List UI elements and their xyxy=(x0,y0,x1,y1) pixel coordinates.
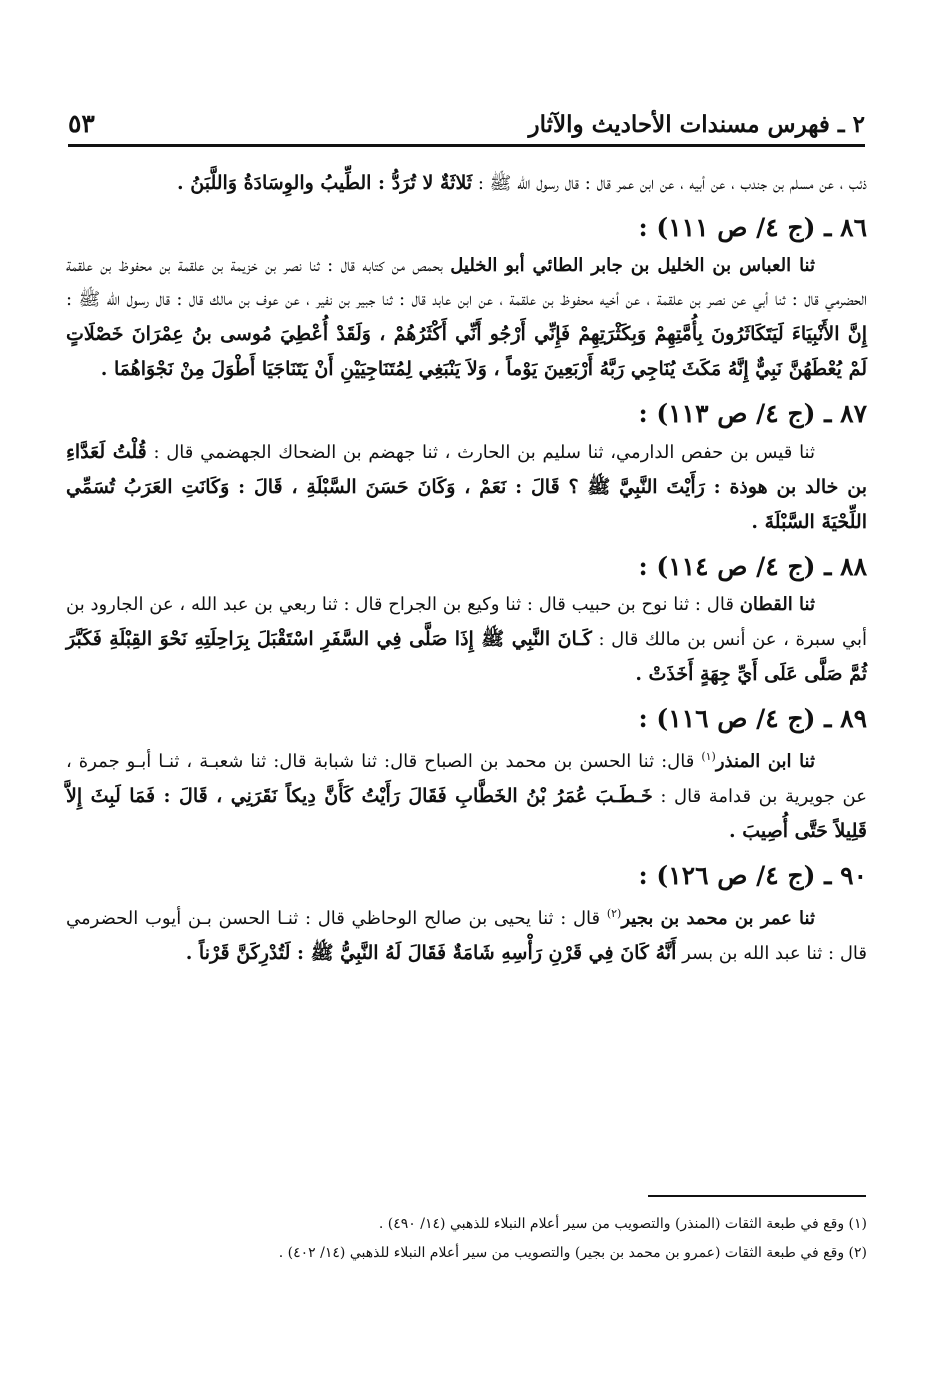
entry-89-text xyxy=(66,740,867,849)
entry-89-quote: خَـطَـبَ عُمَرُ بْنُ الخَطَّابِ فَقَالَ رَأَيْتُ كَأَنَّ دِيكاً نَقَرَنِي ، قَالَ : فَمَا لَبِثَ إِلاَّ قَلِيلاً حَتَّى أُصِيبَ . xyxy=(66,785,867,842)
entry-90-text xyxy=(66,897,867,971)
entry-87-text xyxy=(66,435,867,540)
entry-88-narrator: ثنا القطان xyxy=(739,594,815,615)
entry-86-text xyxy=(66,249,867,387)
footnotes xyxy=(120,1210,867,1268)
running-title: ٢ ـ فهرس مسندات الأحاديث والآثار xyxy=(528,111,865,138)
main-text xyxy=(66,166,867,971)
entry-88-quote: كَـانَ النَّبِي ﷺ إِذَا صَلَّى فِي السَّفَرِ اسْتَقْبَلَ بِرَاحِلَتِهِ نَحْوَ القِبْلَةِ فَكَبَّرَ ثُمَّ صَلَّى عَلَى أَيِّ جِهَةٍ أَخَذَتْ . xyxy=(66,628,867,685)
entry-86-chain: بحمص من كتابه قال : ثنا نصر بن خزيمة بن علقمة بن محفوظ بن علقمة الحضرمي قال : ثنا أبي عن نصر بن علقمة ، عن أخيه محفوظ بن علقمة ، عن ابن عابد قال : ثنا جبير بن نفير ، عن عوف بن مالك قال : قال رسول الله ﷺ : xyxy=(66,255,867,310)
footnote-ref-2[interactable]: (٢) xyxy=(606,907,622,920)
footnote-ref-1[interactable]: (١) xyxy=(701,750,716,763)
entry-90-heading: ٩٠ ـ (ج ٤/ ص ١٢٦) : xyxy=(638,861,867,890)
entry-86-narrator: ثنا العباس بن الخليل بن جابر الطائي أبو الخليل xyxy=(450,255,815,276)
entry-89-heading: ٨٩ ـ (ج ٤/ ص ١١٦) : xyxy=(638,704,867,733)
continuation-quote: ثَلاثَةٌ لا تُرَدُّ : الطِّيبُ والوِسَادَةُ وَاللَّبَنُ . xyxy=(177,172,473,194)
entry-90-quote: أَنَّهُ كَانَ فِي قَرْنِ رَأْسِهِ شَامَةٌ فَقَالَ لَهُ النَّبِيُّ ﷺ : لَتُدْرِكَنَّ قَرْناً . xyxy=(185,942,677,964)
footnote-1: (١) وقع في طبعة الثقات (المنذر) والتصويب من سير أعلام النبلاء للذهبي (١٤/ ٤٩٠) . xyxy=(378,1216,867,1232)
entry-90-narrator: ثنا عمر بن محمد بن بجير xyxy=(621,908,815,929)
entry-86-quote: إِنَّ الأَنْبِيَاءَ لَيَتَكَاثَرُونَ بِأُمَّتِهِمْ وَبِكَثْرَتِهِمْ فَإِنِّي أَرْجُو أَنِّي أَكْثَرُهُمْ ، وَلَقَدْ أُعْطِيَ مُوسى بنُ عِمْرَانَ خَصْلَاتٍ لَمْ يُعْطَهُنَّ نَبِيٌّ إِنَّهُ مَكَثَ يُنَاجِي رَبَّهُ أَرْبَعِينَ يَوْماً ، وَلاَ يَنْبَغِي لِمُتَنَاجِيَيْنِ أَنْ يَتَنَاجَيَا أَطْوَلَ مِنْ نَجْوَاهُمَا . xyxy=(66,323,867,380)
entry-88-heading: ٨٨ ـ (ج ٤/ ص ١١٤) : xyxy=(638,552,867,581)
entry-89-narrator: ثنا ابن المنذر xyxy=(715,751,815,772)
page-header xyxy=(68,96,865,147)
continuation-text: ذئب ، عن مسلم بن جندب ، عن أبيه ، عن ابن عمر قال : قال رسول الله ﷺ : xyxy=(472,173,867,194)
entry-87-heading: ٨٧ ـ (ج ٤/ ص ١١٣) : xyxy=(638,399,867,428)
footnote-divider xyxy=(648,1195,866,1197)
entry-86-heading: ٨٦ ـ (ج ٤/ ص ١١١) : xyxy=(638,213,867,242)
entry-87-chain: ثنا قيس بن حفص الدارمي، ثنا سليم بن الحارث ، ثنا جهضم بن الضحاك الجهضمي قال : xyxy=(146,442,815,463)
entry-88-chain: قال : ثنا نوح بن حبيب قال : ثنا وكيع بن الجراح قال : ثنا ربعي بن عبد الله ، عن الجارود بن أبي سبرة ، عن أنس بن مالك قال : xyxy=(66,594,867,650)
entry-90-chain: قال : ثنا يحيى بن صالح الوحاظي قال : ثنـا الحسن بـن أيوب الحضرمي قال : ثنا عبد الله بن بسر xyxy=(66,908,867,964)
entry-88-text xyxy=(66,588,867,692)
page-number: ٥٣ xyxy=(68,109,95,138)
entry-89-chain: قال: ثنا الحسن بن محمد بن الصباح قال: ثنا شبابة قال: ثنا شعبـة ، ثنـا أبـو جمرة ، عن جويرية بن قدامة قال : xyxy=(66,751,867,807)
entry-87-quote: قُلْتُ لَعَدَّاءِ بن خالد بن هوذة : رَأَيْتَ النَّبِيَّ ﷺ ؟ قَالَ : نَعَمْ ، وَكَانَ حَسَنَ السَّبْلَةِ ، قَالَ : وَكَانَتِ العَرَبُ تُسَمِّي اللِّحْيَةَ السَّبْلَةَ . xyxy=(66,441,867,533)
entry-continuation xyxy=(66,166,867,201)
footnote-2: (٢) وقع في طبعة الثقات (عمرو بن محمد بن بجير) والتصويب من سير أعلام النبلاء للذهبي (١٤/ ٤٠٢) . xyxy=(278,1245,867,1261)
